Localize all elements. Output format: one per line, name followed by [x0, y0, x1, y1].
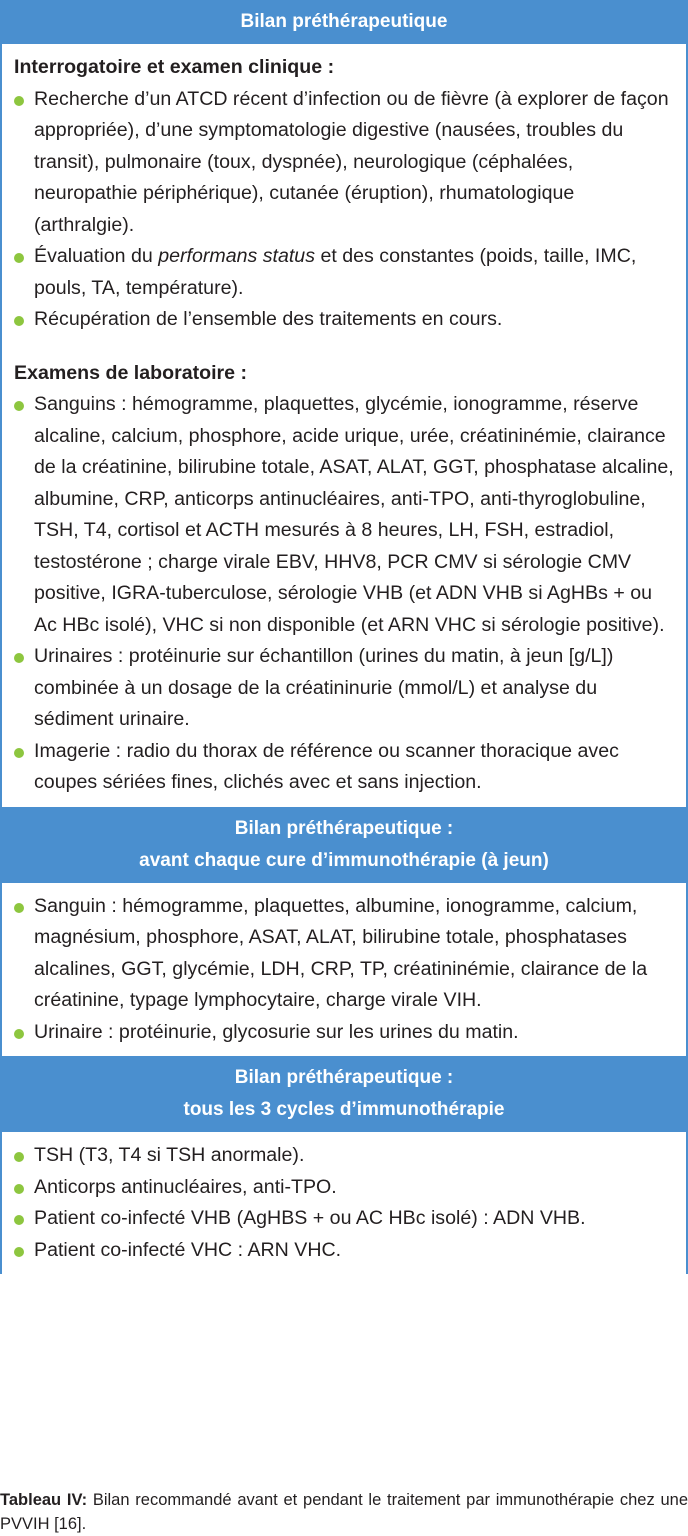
section-header-line: Bilan préthérapeutique :	[234, 1067, 454, 1088]
list-item	[14, 84, 678, 242]
item-text: Sanguin : hémogramme, plaquettes, albumine, ionogramme, calcium, magnésium, phosphore, ASAT, ALAT, bilirubine totale, phosphatases alcalines, GGT, glycémie, LDH, CRP, TP, créatininémie, clairance de la créatinine, typage lymphocytaire, charge virale VIH.	[34, 894, 648, 1011]
list-item	[14, 641, 678, 736]
bullet-list	[14, 389, 678, 799]
item-text: TSH (T3, T4 si TSH anormale).	[34, 1144, 305, 1166]
bullet-icon	[14, 653, 24, 663]
list-item	[14, 241, 678, 304]
item-text-italic: performans status	[158, 245, 316, 267]
item-text: Récupération de l’ensemble des traitements en cours.	[34, 308, 503, 330]
bullet-icon	[14, 96, 24, 106]
section-header-line: avant chaque cure d’immunothérapie (à jeun)	[139, 849, 549, 871]
bullet-icon	[14, 1215, 24, 1225]
list-item	[14, 1172, 678, 1204]
item-text: Imagerie : radio du thorax de référence ou scanner thoracique avec coupes sériées fines, clichés avec et sans injection.	[34, 739, 619, 793]
section-header	[0, 1056, 688, 1132]
item-text: Urinaires : protéinurie sur échantillon (urines du matin, à jeun [g/L]) combinée à un dosage de la créatininurie (mmol/L) et analyse du sédiment urinaire.	[34, 645, 614, 730]
item-group	[14, 891, 678, 1049]
item-group	[14, 52, 678, 336]
list-item	[14, 1203, 678, 1235]
bullet-list	[14, 1140, 678, 1266]
bullet-icon	[14, 1184, 24, 1194]
section-header-line: Bilan préthérapeutique :	[234, 817, 454, 839]
item-text: Urinaire : protéinurie, glycosurie sur les urines du matin.	[34, 1020, 519, 1043]
item-text: Sanguins : hémogramme, plaquettes, glycémie, ionogramme, réserve alcaline, calcium, phosphore, acide urique, urée, créatininémie, clairance de la créatinine, bilirubine totale, ASAT, ALAT, GGT, phosphatase alcaline, albumine, CRP, anticorps antinucléaires, anti-TPO, anti-thyroglobuline, TSH, T4, cortisol et ACTH mesurés à 8 heures, LH, FSH, estradiol, testostérone ; charge virale EBV, HHV8, PCR CMV si sérologie CMV positive, IGRA-tuberculose, sérologie VHB (et ADN VHB si AgHBs + ou Ac HBc isolé), VHC si non disponible (et ARN VHC si sérologie positive).	[34, 393, 674, 636]
list-item	[14, 1017, 678, 1049]
item-text: Patient co-infecté VHC : ARN VHC.	[34, 1238, 342, 1261]
section-header	[0, 0, 688, 44]
bullet-list	[14, 84, 678, 336]
bullet-list	[14, 891, 678, 1049]
section-header-line: Bilan préthérapeutique	[240, 11, 448, 32]
bullet-icon	[14, 903, 24, 913]
bullet-icon	[14, 401, 24, 411]
item-text: Recherche d’un ATCD récent d’infection ou de fièvre (à explorer de façon appropriée), d’une symptomatologie digestive (nausées, troubles du transit), pulmonaire (toux, dyspnée), neurologique (céphalées, neuropathie périphérique), cutanée (éruption), rhumatologique (arthralgie).	[34, 87, 669, 236]
item-group	[14, 1140, 678, 1266]
section-header-line: tous les 3 cycles d’immunothérapie	[183, 1099, 505, 1120]
section-header	[0, 807, 688, 883]
section-body	[0, 44, 688, 807]
bullet-icon	[14, 1247, 24, 1257]
group-title: Interrogatoire et examen clinique :	[14, 56, 335, 78]
item-text: Patient co-infecté VHB (AgHBS + ou AC HBc isolé) : ADN VHB.	[34, 1207, 586, 1229]
list-item	[14, 736, 678, 799]
section-body	[0, 1132, 688, 1274]
group-title: Examens de laboratoire :	[14, 361, 248, 384]
item-text: et des constantes (poids, taille, IMC, pouls, TA, température).	[34, 245, 637, 299]
bullet-icon	[14, 253, 24, 263]
table-caption	[0, 1488, 688, 1536]
list-item	[14, 304, 678, 336]
item-group	[14, 358, 678, 799]
list-item	[14, 389, 678, 641]
list-item	[14, 891, 678, 1017]
item-text: Évaluation du	[34, 245, 159, 267]
bullet-icon	[14, 316, 24, 326]
bullet-icon	[14, 748, 24, 758]
list-item	[14, 1235, 678, 1267]
bullet-icon	[14, 1152, 24, 1162]
list-item	[14, 1140, 678, 1172]
caption-label: Tableau IV:	[0, 1491, 88, 1509]
item-text: Anticorps antinucléaires, anti-TPO.	[34, 1175, 337, 1198]
caption-text: Bilan recommandé avant et pendant le traitement par immunothérapie chez une PVVIH [16].	[0, 1491, 688, 1533]
section-body	[0, 883, 688, 1057]
bullet-icon	[14, 1029, 24, 1039]
